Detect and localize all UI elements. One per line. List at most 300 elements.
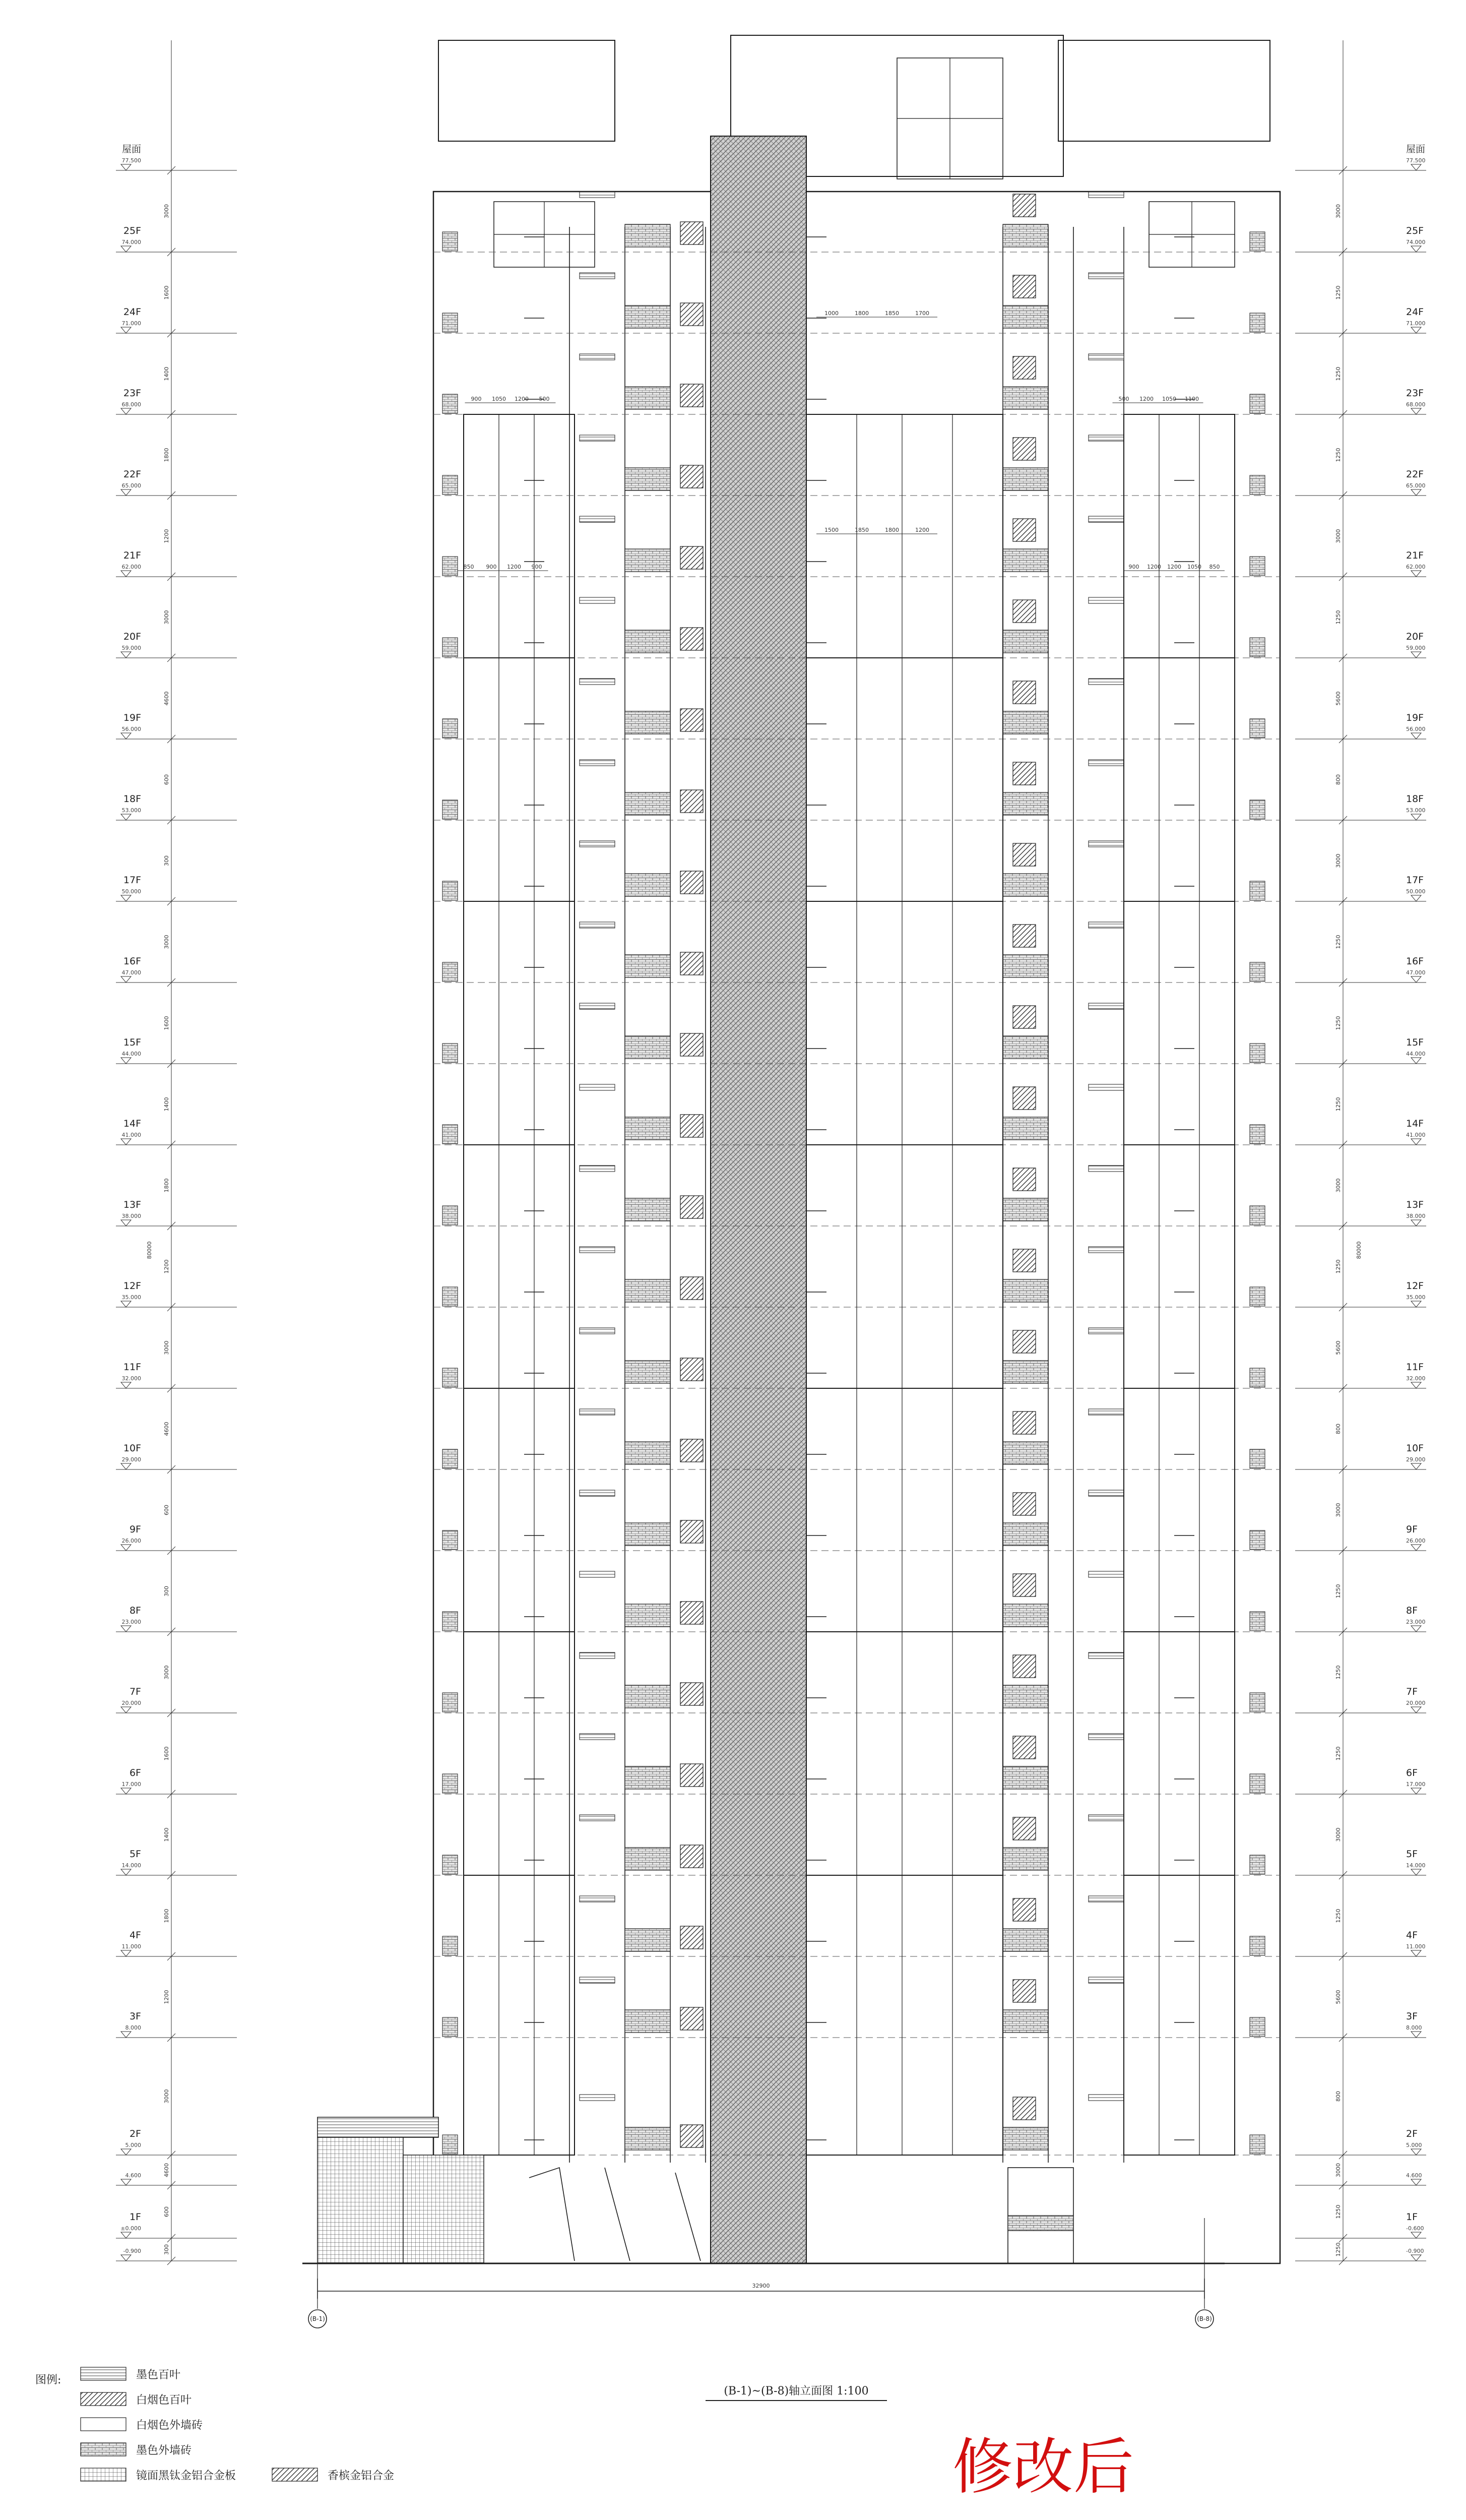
horizontal-dimension: 1200 — [507, 564, 521, 570]
level-label: 3F — [129, 2011, 141, 2022]
side-brick — [1250, 719, 1265, 738]
dimension-value: 3000 — [163, 610, 170, 625]
building-facade — [302, 35, 1280, 2263]
champagne-panel — [680, 2007, 703, 2030]
brick-panel — [1003, 468, 1048, 490]
louver — [1089, 922, 1124, 928]
louver — [1089, 841, 1124, 847]
level-triangle — [121, 1382, 131, 1388]
level-label: 7F — [129, 1686, 141, 1697]
side-brick — [442, 1693, 458, 1712]
brick-panel — [625, 1685, 670, 1708]
side-brick — [1250, 1612, 1265, 1631]
horizontal-dimension: 1200 — [515, 396, 529, 402]
level-label: 24F — [1406, 306, 1424, 318]
horizontal-dimension: 500 — [1118, 396, 1129, 402]
level-label: 23F — [123, 388, 141, 399]
side-brick — [442, 1530, 458, 1550]
horizontal-dimension: 1050 — [1187, 564, 1201, 570]
level-label: 4F — [129, 1930, 141, 1941]
champagne-panel — [1013, 1980, 1036, 2002]
dimension-value: 800 — [1335, 2091, 1342, 2102]
horizontal-dimension: 900 — [531, 564, 542, 570]
level-label: 1F — [129, 2211, 141, 2223]
level-elevation: 8.000 — [125, 2024, 141, 2031]
louver — [580, 1734, 615, 1740]
dimension-value: 1250 — [1335, 1584, 1342, 1599]
glazing-panel-right — [1124, 1875, 1235, 2155]
legend-swatch — [81, 2468, 126, 2481]
level-triangle — [1411, 571, 1421, 577]
level-triangle — [121, 652, 131, 658]
horizontal-dimension: 1700 — [915, 310, 929, 317]
side-brick — [442, 1936, 458, 1955]
glazing-panel-center — [806, 658, 1003, 901]
glazing-panel-center — [806, 901, 1003, 1145]
level-triangle — [1411, 408, 1421, 414]
level-label: 14F — [123, 1118, 141, 1129]
side-brick — [1250, 1693, 1265, 1712]
glazing-panel-left — [464, 901, 575, 1145]
horizontal-dimension: 1050 — [492, 396, 506, 402]
side-brick — [442, 881, 458, 900]
glazing-panel-center — [806, 1632, 1003, 1875]
horizontal-dimension: 1200 — [915, 527, 929, 533]
glazing-panel-left — [464, 414, 575, 658]
side-brick — [442, 1368, 458, 1387]
horizontal-dimension: 1850 — [855, 527, 869, 533]
level-elevation: 62.000 — [121, 564, 141, 570]
level-triangle — [121, 1626, 131, 1632]
entrance-canopy — [529, 2168, 700, 2261]
brick-panel — [625, 2010, 670, 2033]
level-elevation: 4.600 — [125, 2172, 141, 2179]
level-triangle — [1411, 1707, 1421, 1713]
louver — [580, 354, 615, 360]
level-label: 22F — [123, 469, 141, 480]
level-triangle — [1411, 327, 1421, 333]
horizontal-dimension: 1800 — [855, 310, 869, 317]
glazing-panel-left — [464, 1632, 575, 1875]
dimension-value: 3000 — [1335, 1827, 1342, 1842]
dimension-value: 5600 — [1335, 1340, 1342, 1355]
level-label: 19F — [123, 712, 141, 723]
brick-panel — [1003, 387, 1048, 409]
horizontal-dimension: 1100 — [1185, 396, 1199, 402]
side-brick — [442, 1287, 458, 1306]
level-label: 12F — [123, 1280, 141, 1292]
level-triangle — [121, 976, 131, 982]
level-triangle — [1411, 1626, 1421, 1632]
level-elevation: 35.000 — [1406, 1294, 1426, 1301]
champagne-panel — [1013, 843, 1036, 866]
louver — [1089, 1652, 1124, 1658]
legend-label: 白烟色外墙砖 — [136, 2419, 203, 2432]
horizontal-dimension: 1200 — [1147, 564, 1161, 570]
champagne-panel — [1013, 1574, 1036, 1596]
brick-panel — [625, 630, 670, 653]
dimension-value: 4600 — [163, 691, 170, 706]
champagne-panel — [1013, 1655, 1036, 1678]
level-triangle — [121, 814, 131, 820]
dimension-value: 300 — [163, 855, 170, 866]
horizontal-dimension: 500 — [539, 396, 550, 402]
side-brick — [1250, 2135, 1265, 2154]
louver — [1089, 679, 1124, 685]
level-label: 3F — [1406, 2011, 1418, 2022]
level-label: 5F — [1406, 1849, 1418, 1860]
legend-label: 墨色外墙砖 — [136, 2444, 192, 2457]
louver — [580, 1409, 615, 1415]
side-brick — [442, 1774, 458, 1793]
champagne-panel — [1013, 681, 1036, 704]
brick-panel — [625, 1929, 670, 1951]
brick-panel — [625, 224, 670, 247]
louver — [1089, 597, 1124, 603]
dimension-value: 1800 — [163, 1909, 170, 1923]
glazing-panel-left — [464, 658, 575, 901]
champagne-panel — [1013, 1817, 1036, 1840]
dimension-value: 3000 — [1335, 529, 1342, 543]
level-elevation: 68.000 — [121, 401, 141, 408]
side-brick — [442, 800, 458, 819]
champagne-panel — [680, 1033, 703, 1056]
level-triangle — [121, 733, 131, 739]
louver — [1089, 1328, 1124, 1334]
level-triangle — [1411, 1301, 1421, 1307]
level-triangle — [121, 408, 131, 414]
brick-panel — [625, 1279, 670, 1302]
level-label: 21F — [1406, 550, 1424, 561]
level-label: 18F — [1406, 793, 1424, 805]
level-elevation: -0.600 — [1406, 2225, 1424, 2232]
level-label: 23F — [1406, 388, 1424, 399]
level-label: 8F — [129, 1605, 141, 1616]
level-elevation: 32.000 — [121, 1375, 141, 1382]
champagne-panel — [1013, 1898, 1036, 1921]
glazing-panel-left — [464, 1388, 575, 1632]
roof-window-left-mullion — [494, 202, 595, 267]
side-brick — [442, 1612, 458, 1631]
louver — [580, 2095, 615, 2101]
champagne-panel — [680, 1683, 703, 1705]
level-elevation: 20.000 — [1406, 1700, 1426, 1706]
dimension-value: 1250 — [1335, 366, 1342, 381]
louver — [580, 273, 615, 279]
dimension-value: 600 — [163, 774, 170, 785]
dimension-value: 5600 — [1335, 1990, 1342, 2004]
louver — [580, 435, 615, 441]
level-elevation: -0.900 — [123, 2248, 141, 2254]
brick-panel — [625, 549, 670, 572]
brick-panel — [1003, 711, 1048, 734]
glazing-panel-left — [464, 1875, 575, 2155]
champagne-panel — [1013, 1249, 1036, 1272]
level-elevation: 4.600 — [1406, 2172, 1422, 2179]
champagne-panel — [680, 709, 703, 731]
level-triangle — [1411, 1463, 1421, 1469]
level-label: 6F — [1406, 1767, 1418, 1778]
side-brick — [1250, 1774, 1265, 1793]
axis-label-right: (B-8) — [1197, 2315, 1212, 2322]
side-brick — [1250, 1287, 1265, 1306]
level-elevation: 65.000 — [1406, 482, 1426, 489]
level-elevation: 65.000 — [121, 482, 141, 489]
level-triangle — [121, 571, 131, 577]
louver — [1089, 760, 1124, 766]
level-label: 17F — [1406, 875, 1424, 886]
dimension-value: 1250 — [1335, 1909, 1342, 1923]
side-brick — [1250, 881, 1265, 900]
brick-panel — [1003, 1685, 1048, 1708]
side-brick — [442, 2017, 458, 2037]
level-elevation: 14.000 — [1406, 1862, 1426, 1869]
dimension-value: 1600 — [163, 1016, 170, 1030]
horizontal-dimension: 1200 — [1167, 564, 1181, 570]
level-elevation: 20.000 — [121, 1700, 141, 1706]
dimension-value: 1400 — [163, 1097, 170, 1112]
level-triangle — [1411, 895, 1421, 901]
side-brick — [442, 638, 458, 657]
champagne-panel — [1013, 925, 1036, 947]
legend-swatch — [81, 2418, 126, 2431]
champagne-panel — [1013, 356, 1036, 379]
dimension-value: 3000 — [163, 935, 170, 949]
level-label: 屋面 — [121, 144, 141, 155]
left-level-annotations — [116, 40, 237, 2265]
level-elevation: 71.000 — [1406, 320, 1426, 327]
level-label: 2F — [1406, 2128, 1418, 2139]
level-triangle — [121, 1463, 131, 1469]
side-brick — [1250, 1449, 1265, 1468]
level-label: 14F — [1406, 1118, 1424, 1129]
champagne-panel — [680, 1926, 703, 1949]
level-elevation: 56.000 — [121, 726, 141, 732]
dimension-value: 3000 — [1335, 1503, 1342, 1517]
champagne-panel — [680, 790, 703, 813]
level-elevation: 68.000 — [1406, 401, 1426, 408]
level-triangle — [121, 1869, 131, 1875]
side-brick — [442, 2135, 458, 2154]
brick-panel — [1003, 1848, 1048, 1870]
overall-height-dimension: 80000 — [1356, 1241, 1362, 1259]
level-triangle — [1411, 1139, 1421, 1145]
louver — [1089, 1734, 1124, 1740]
level-triangle — [121, 1707, 131, 1713]
level-label: 12F — [1406, 1280, 1424, 1292]
horizontal-dimension: 1000 — [824, 310, 839, 317]
champagne-panel — [1013, 762, 1036, 785]
dimension-value: 1250 — [1335, 1259, 1342, 1274]
level-label: 16F — [1406, 956, 1424, 967]
level-label: 10F — [123, 1443, 141, 1454]
brick-panel — [625, 1442, 670, 1464]
dimension-value: 300 — [163, 1586, 170, 1596]
level-label: 9F — [1406, 1524, 1418, 1535]
champagne-panel — [680, 952, 703, 975]
louver — [580, 1652, 615, 1658]
level-elevation: 32.000 — [1406, 1375, 1426, 1382]
dimension-value: 1400 — [163, 1827, 170, 1842]
brick-panel — [1003, 305, 1048, 328]
legend-label: 香槟金铝合金 — [328, 2470, 395, 2482]
level-elevation: 71.000 — [121, 320, 141, 327]
dimension-value: 1250 — [1335, 285, 1342, 300]
brick-panel — [625, 874, 670, 896]
level-triangle — [1411, 2032, 1421, 2038]
level-elevation: 74.000 — [1406, 239, 1426, 245]
level-elevation: 23.000 — [121, 1619, 141, 1625]
level-triangle — [121, 2232, 131, 2238]
side-brick — [1250, 638, 1265, 657]
level-elevation: 23.000 — [1406, 1619, 1426, 1625]
champagne-panel — [680, 1358, 703, 1381]
level-elevation: 50.000 — [121, 888, 141, 895]
champagne-panel — [680, 2125, 703, 2147]
dimension-value: 800 — [1335, 1424, 1342, 1434]
brick-panel — [1003, 792, 1048, 815]
level-label: 17F — [123, 875, 141, 886]
side-brick — [1250, 800, 1265, 819]
brick-panel — [1003, 1198, 1048, 1221]
level-label: 20F — [1406, 631, 1424, 642]
side-brick — [1250, 1936, 1265, 1955]
level-triangle — [1411, 814, 1421, 820]
side-brick — [442, 557, 458, 576]
level-elevation: 47.000 — [121, 969, 141, 976]
side-brick — [442, 232, 458, 251]
louver — [580, 516, 615, 522]
level-triangle — [1411, 1220, 1421, 1226]
podium-louver — [317, 2117, 438, 2137]
level-triangle — [121, 1220, 131, 1226]
louver — [1089, 1896, 1124, 1902]
level-triangle — [1411, 2255, 1421, 2261]
dimension-value: 1250 — [1335, 610, 1342, 625]
level-triangle — [1411, 1058, 1421, 1064]
level-label: 22F — [1406, 469, 1424, 480]
glazing-panel-right — [1124, 901, 1235, 1145]
level-label: 6F — [129, 1767, 141, 1778]
side-brick — [442, 1125, 458, 1144]
roof-window-right-mullion — [1149, 202, 1235, 267]
dimension-value: 1250 — [1335, 1746, 1342, 1761]
louver — [1089, 1815, 1124, 1821]
louver — [580, 841, 615, 847]
level-triangle — [1411, 1545, 1421, 1551]
level-label: 16F — [123, 956, 141, 967]
brick-panel — [625, 468, 670, 490]
horizontal-dimension: 1800 — [885, 527, 899, 533]
glazing-panel-center — [806, 1875, 1003, 2155]
level-triangle — [1411, 652, 1421, 658]
level-triangle — [1411, 1788, 1421, 1794]
louver — [1089, 516, 1124, 522]
overall-height-dimension: 80000 — [146, 1241, 153, 1259]
champagne-panel — [1013, 1006, 1036, 1028]
champagne-panel — [680, 465, 703, 488]
brick-panel — [1003, 1279, 1048, 1302]
brick-panel — [1003, 1523, 1048, 1546]
level-triangle — [1411, 976, 1421, 982]
level-label: 屋面 — [1406, 144, 1426, 155]
level-elevation: 74.000 — [121, 239, 141, 245]
horizontal-dimension: 900 — [1128, 564, 1139, 570]
level-elevation: 41.000 — [121, 1132, 141, 1138]
louver — [1089, 354, 1124, 360]
horizontal-dimension: 1850 — [885, 310, 899, 317]
level-label: 21F — [123, 550, 141, 561]
side-brick — [442, 719, 458, 738]
louver — [580, 1165, 615, 1172]
level-elevation: 53.000 — [1406, 807, 1426, 814]
level-elevation: 11.000 — [1406, 1943, 1426, 1950]
glazing-panel-right — [1124, 1145, 1235, 1388]
louver — [580, 1084, 615, 1090]
champagne-panel — [1013, 438, 1036, 460]
brick-panel — [1003, 1117, 1048, 1140]
level-triangle — [1411, 1382, 1421, 1388]
level-triangle — [1411, 1869, 1421, 1875]
level-elevation: 77.500 — [1406, 157, 1426, 164]
champagne-panel — [1013, 519, 1036, 541]
level-elevation: 35.000 — [121, 1294, 141, 1301]
level-label: 7F — [1406, 1686, 1418, 1697]
dimension-value: 1800 — [163, 448, 170, 462]
side-brick — [1250, 313, 1265, 332]
level-triangle — [1411, 1950, 1421, 1956]
brick-panel — [1003, 1604, 1048, 1627]
louver — [1089, 1409, 1124, 1415]
brick-panel — [625, 1848, 670, 1870]
champagne-panel — [1013, 275, 1036, 298]
louver — [1089, 1571, 1124, 1577]
dimension-value: 1600 — [163, 1746, 170, 1761]
side-brick — [1250, 475, 1265, 495]
level-label: 19F — [1406, 712, 1424, 723]
legend-swatch — [81, 2443, 126, 2456]
dimension-value: 5600 — [1335, 691, 1342, 706]
brick-panel — [625, 387, 670, 409]
level-elevation: 50.000 — [1406, 888, 1426, 895]
level-label: 15F — [1406, 1037, 1424, 1048]
brick-panel — [625, 1198, 670, 1221]
level-elevation: 44.000 — [121, 1051, 141, 1057]
level-label: 20F — [123, 631, 141, 642]
side-brick — [1250, 232, 1265, 251]
brick-panel — [625, 1036, 670, 1059]
level-triangle — [121, 1545, 131, 1551]
brick-panel — [625, 1604, 670, 1627]
dimension-value: 1200 — [163, 529, 170, 543]
louver — [580, 679, 615, 685]
level-label: 25F — [1406, 225, 1424, 236]
level-elevation: 62.000 — [1406, 564, 1426, 570]
level-triangle — [121, 489, 131, 496]
champagne-panel — [680, 303, 703, 326]
level-triangle — [121, 1788, 131, 1794]
brick-panel — [625, 1361, 670, 1383]
dimension-value: 3000 — [1335, 1178, 1342, 1193]
side-brick — [442, 1855, 458, 1874]
level-triangle — [121, 1058, 131, 1064]
level-triangle — [1411, 164, 1421, 170]
louver — [580, 1977, 615, 1983]
champagne-panel — [1013, 194, 1036, 217]
side-brick — [1250, 1530, 1265, 1550]
brick-panel — [1003, 224, 1048, 247]
glazing-panel-right — [1124, 1632, 1235, 1875]
